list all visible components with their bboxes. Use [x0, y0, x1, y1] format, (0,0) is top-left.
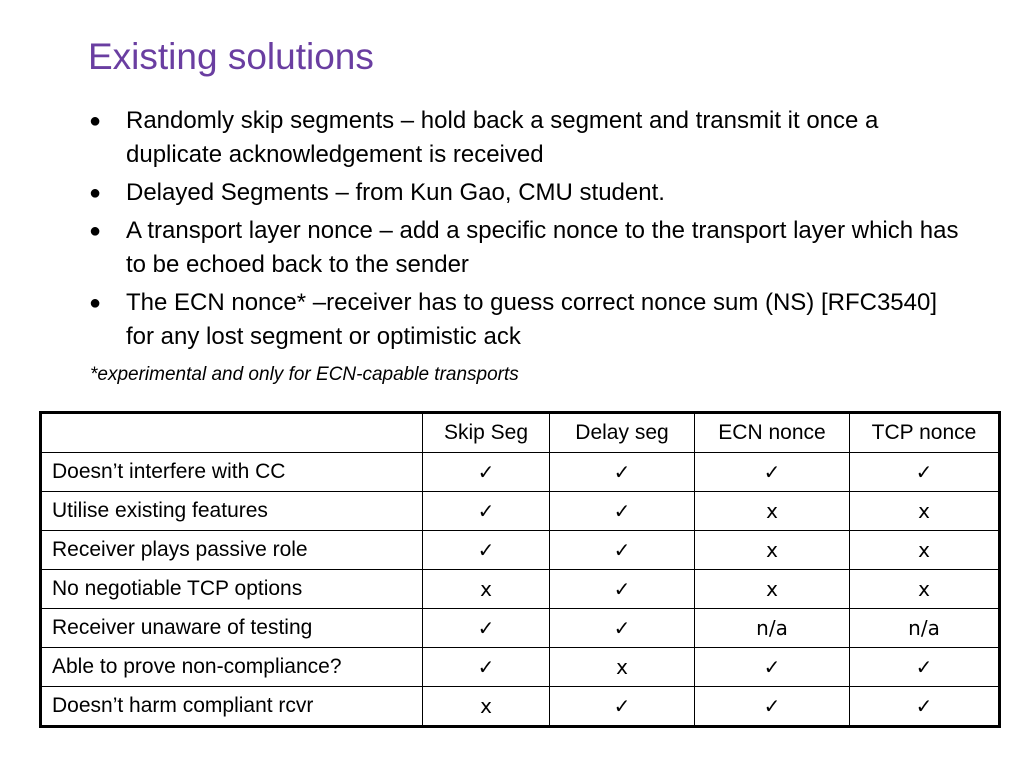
table-cell: ✓ [850, 687, 1000, 727]
bullet-item [88, 214, 968, 282]
bullet-item [88, 104, 968, 172]
header-cell-corner [41, 413, 423, 453]
table-cell: ✓ [423, 609, 550, 648]
table-cell: x [550, 648, 695, 687]
table-cell: x [695, 531, 850, 570]
table-row [41, 570, 1000, 609]
row-label: Receiver unaware of testing [41, 609, 423, 648]
bullet-text: The ECN nonce* –receiver has to guess correct nonce sum (NS) [RFC3540] for any lost segment or optimistic ack [126, 289, 938, 350]
row-label: Utilise existing features [41, 492, 423, 531]
header-cell-tcp-nonce: TCP nonce [850, 413, 1000, 453]
table-row [41, 648, 1000, 687]
bullet-item [88, 176, 968, 210]
table-cell: ✓ [550, 492, 695, 531]
table-row [41, 687, 1000, 727]
table-row [41, 531, 1000, 570]
table-cell: n/a [850, 609, 1000, 648]
table-cell: ✓ [550, 531, 695, 570]
bullet-dot-icon: ● [89, 182, 102, 204]
table-cell: x [850, 531, 1000, 570]
bullet-text: Randomly skip segments – hold back a segment and transmit it once a duplicate acknowledgement is received [126, 107, 879, 168]
row-label: Doesn’t interfere with CC [41, 453, 423, 492]
table-cell: ✓ [423, 531, 550, 570]
table-cell: ✓ [695, 648, 850, 687]
slide-title: Existing solutions [88, 36, 374, 77]
footnote: *experimental and only for ECN-capable transports [90, 364, 519, 385]
table-row [41, 492, 1000, 531]
table-row [41, 609, 1000, 648]
table-cell: n/a [695, 609, 850, 648]
table-cell: ✓ [423, 492, 550, 531]
bullet-dot-icon: ● [89, 110, 102, 132]
table-cell: ✓ [550, 453, 695, 492]
comparison-table [39, 411, 1001, 728]
bullet-dot-icon: ● [89, 220, 102, 242]
table-cell: ✓ [423, 453, 550, 492]
table-cell: ✓ [550, 570, 695, 609]
row-label: No negotiable TCP options [41, 570, 423, 609]
table-cell: x [695, 492, 850, 531]
bullet-text: Delayed Segments – from Kun Gao, CMU student. [126, 179, 665, 206]
table-row [41, 453, 1000, 492]
header-cell-skip-seg: Skip Seg [423, 413, 550, 453]
table-cell: x [850, 570, 1000, 609]
table-cell: x [695, 570, 850, 609]
row-label: Able to prove non-compliance? [41, 648, 423, 687]
table-cell: ✓ [423, 648, 550, 687]
row-label: Doesn’t harm compliant rcvr [41, 687, 423, 727]
table-cell: ✓ [850, 453, 1000, 492]
bullet-text: A transport layer nonce – add a specific nonce to the transport layer which has to be echoed back to the sender [126, 217, 959, 278]
row-label: Receiver plays passive role [41, 531, 423, 570]
table-cell: ✓ [550, 609, 695, 648]
table-cell: x [423, 687, 550, 727]
table-cell: x [423, 570, 550, 609]
table-cell: ✓ [850, 648, 1000, 687]
bullet-dot-icon: ● [89, 292, 102, 314]
bullet-item [88, 286, 968, 354]
header-cell-delay-seg: Delay seg [550, 413, 695, 453]
table-cell: ✓ [695, 453, 850, 492]
table-cell: x [850, 492, 1000, 531]
bullet-list [88, 104, 968, 358]
header-cell-ecn-nonce: ECN nonce [695, 413, 850, 453]
table-cell: ✓ [695, 687, 850, 727]
table-cell: ✓ [550, 687, 695, 727]
table-header-row [41, 413, 1000, 453]
